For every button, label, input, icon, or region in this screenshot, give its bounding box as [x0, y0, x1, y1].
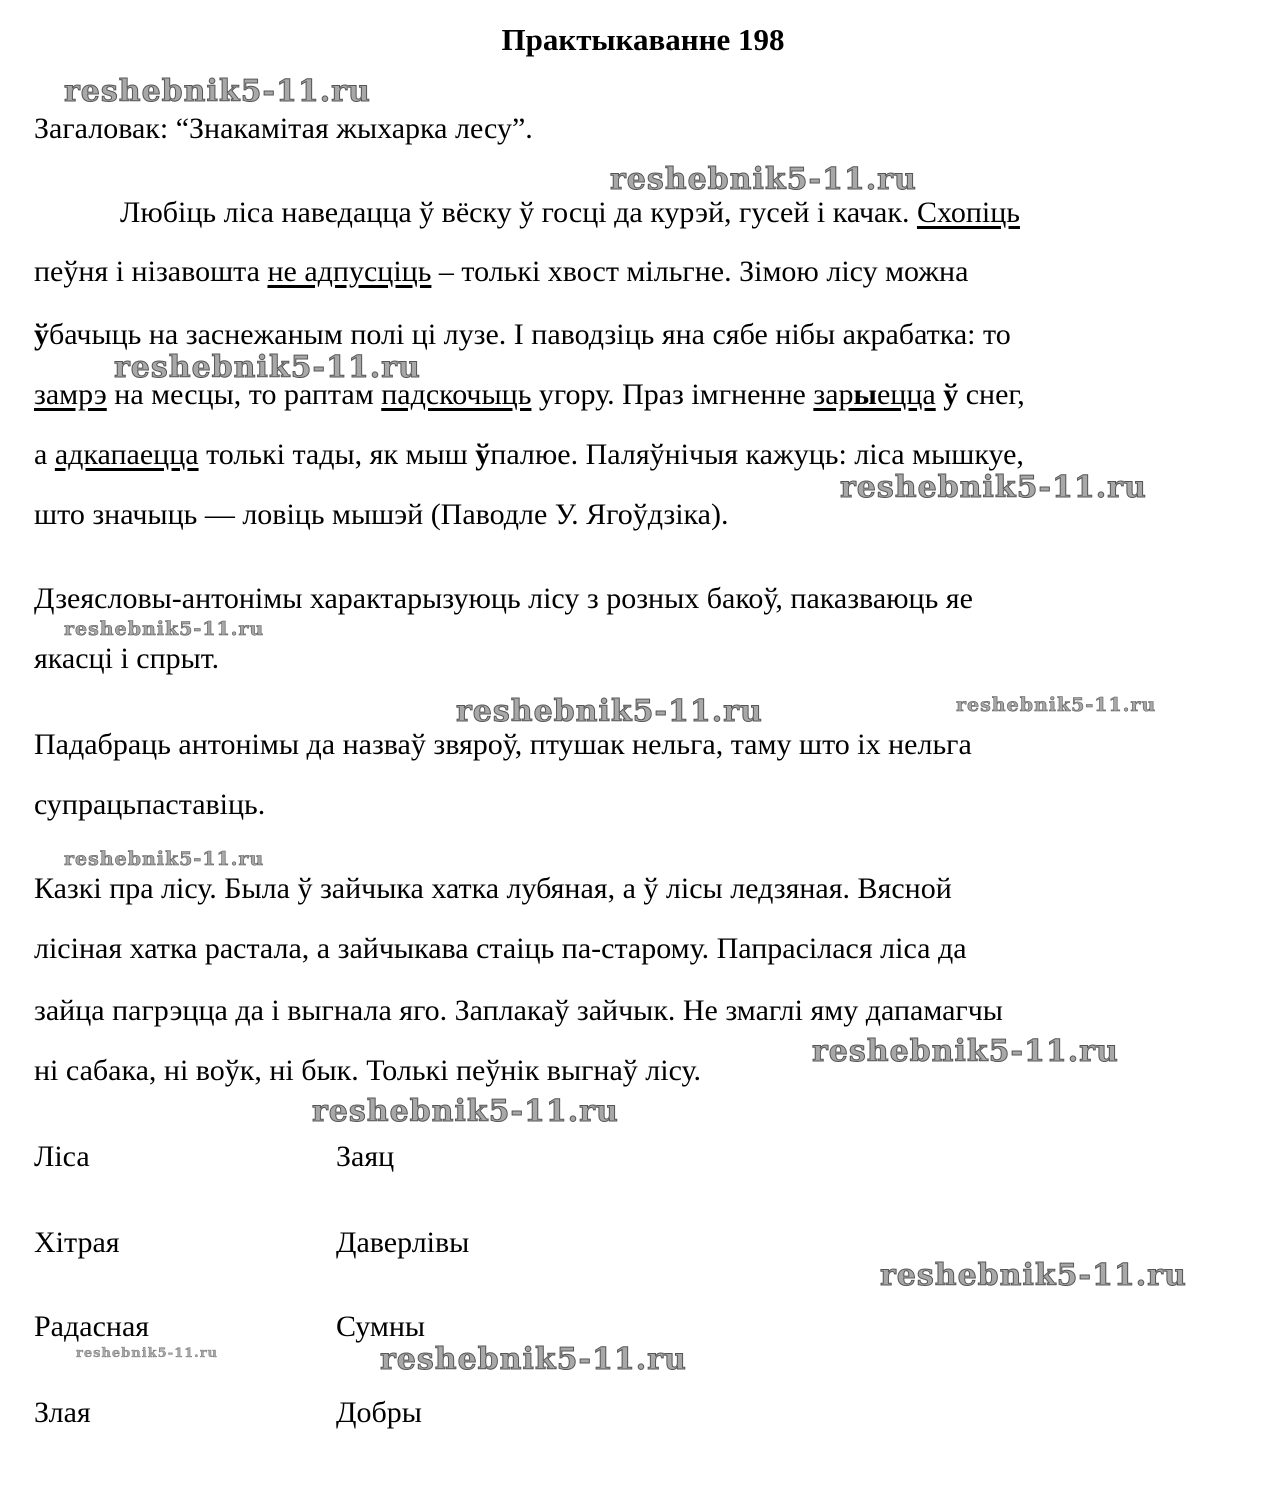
watermark: reshebnik5-11.ru [312, 1094, 619, 1129]
paragraph1-line2 [34, 255, 968, 289]
bold-letter: ў [34, 318, 49, 351]
underlined-word: не адпусціць [267, 255, 432, 288]
bold-letter: ў [943, 378, 959, 411]
bold-letter: ў [475, 438, 491, 471]
text: снег, [958, 378, 1025, 411]
table-cell-right: Заяц [336, 1140, 395, 1173]
paragraph4-line3: зайца пагрэцца да і выгнала яго. Заплакаў зайчык. Не змаглі яму дапамагчы [34, 994, 1003, 1027]
watermark: reshebnik5-11.ru [610, 162, 917, 197]
watermark: reshebnik5-11.ru [114, 350, 421, 385]
watermark: reshebnik5-11.ru [64, 74, 371, 109]
paragraph3-line2: супрацьпаставіць. [34, 788, 266, 821]
paragraph1-line3 [34, 318, 1011, 352]
watermark: reshebnik5-11.ru [880, 1258, 1187, 1293]
text: толькі тады, як мыш [198, 438, 476, 471]
text: угору. Праз імгненне [531, 378, 814, 411]
underlined-word: падскочыць [381, 378, 532, 411]
text: бачыць на заснежаным полі ці лузе. І паводзіць яна сябе нібы акрабатка: то [49, 318, 1011, 351]
paragraph4-line1: Казкі пра лісу. Была ў зайчыка хатка лубяная, а ў лісы ледзяная. Вясной [34, 872, 952, 905]
paragraph1-line5 [34, 438, 1024, 472]
underlined-word [813, 378, 935, 411]
watermark: reshebnik5-11.ru [76, 1346, 219, 1361]
underlined-word: Схопіць [916, 196, 1020, 229]
text: ецца [876, 378, 936, 411]
table-cell-left: Хітрая [34, 1226, 120, 1259]
paragraph4-line2: лісіная хатка растала, а зайчыкава стаіць па-старому. Папрасілася ліса да [34, 932, 967, 965]
table-cell-left: Радасная [34, 1310, 150, 1343]
text: а [34, 438, 55, 471]
watermark: reshebnik5-11.ru [840, 470, 1147, 505]
watermark: reshebnik5-11.ru [456, 694, 763, 729]
paragraph1-line1 [120, 196, 1020, 230]
text: палюе. Паляўнічыя кажуць: ліса мышкуе, [490, 438, 1024, 471]
table-cell-left: Злая [34, 1396, 91, 1429]
text: – толькі хвост мільгне. Зімою лісу можна [431, 255, 969, 288]
text: Любіць ліса наведацца ў вёску ў госці да курэй, гусей і качак. [120, 196, 917, 229]
table-cell-left: Ліса [34, 1140, 90, 1173]
underlined-word: адкапаецца [54, 438, 199, 471]
watermark: reshebnik5-11.ru [64, 848, 265, 870]
watermark: reshebnik5-11.ru [956, 694, 1157, 716]
watermark: reshebnik5-11.ru [64, 618, 265, 640]
text: зар [813, 378, 854, 411]
heading-line: Загаловак: “Знакамітая жыхарка лесу”. [34, 112, 533, 145]
text: пеўня і нізавошта [34, 255, 268, 288]
watermark: reshebnik5-11.ru [380, 1342, 687, 1377]
paragraph4-line4: ні сабака, ні воўк, ні бык. Толькі пеўнік выгнаў лісу. [34, 1054, 702, 1087]
page-title: Практыкаванне 198 [501, 22, 785, 57]
paragraph2-line2: якасці і спрыт. [34, 642, 220, 675]
paragraph1-line6: што значыць — ловіць мышэй (Паводле У. Ягоўдзіка). [34, 498, 729, 531]
underlined-word: замрэ [34, 378, 107, 411]
table-cell-right: Даверлівы [336, 1226, 470, 1259]
text: на месцы, то раптам [106, 378, 382, 411]
watermark: reshebnik5-11.ru [812, 1034, 1119, 1069]
table-cell-right: Добры [336, 1396, 422, 1429]
paragraph2-line1: Дзеясловы-антонімы характарызуюць лісу з розных бакоў, паказваюць яе [34, 582, 973, 615]
paragraph1-line4 [34, 378, 1025, 412]
paragraph3-line1: Падабраць антонімы да назваў звяроў, птушак нельга, таму што іх нельга [34, 728, 972, 761]
table-cell-right: Сумны [336, 1310, 426, 1343]
bold-letter: ы [853, 378, 877, 411]
